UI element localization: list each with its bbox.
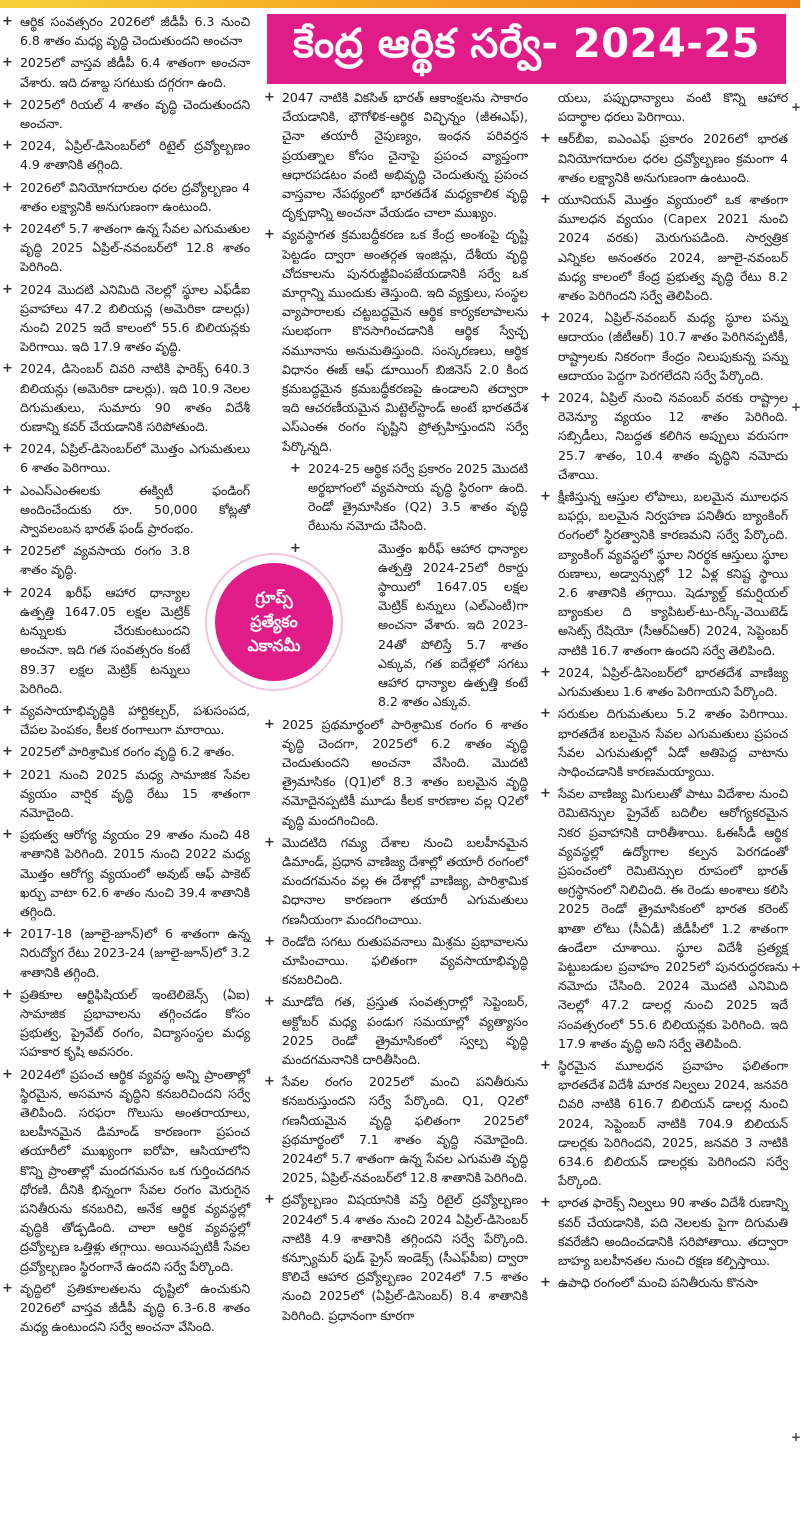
bullet-plus-icon: + xyxy=(264,933,275,949)
bullet-plus-icon: + xyxy=(2,584,13,600)
list-item-text: క్షీణిస్తున్న ఆస్తుల లోపాలు, బలమైన మూలధన బఫర్లు, బలమైన నిర్వహణ పనితీరు బ్యాంకింగ్ రంగంలో స్థిరత్వానికి కారణమని సర్వే పేర్కొంది. బ్యాంకింగ్ వ్యవస్థలో స్థూల నిరర్థక ఆస్తులు స్థూల రుణాలు, అడ్వాన్సుల్లో 12 ఏళ్ల కనిష్ట స్థాయి 2.6 శాతానికి తగ్గాయి. షెడ్యూల్డ్ కమర్షియల్ బ్యాంకుల ది క్యాపిటల్-టు-రిస్క్-వెయిటెడ్ అసెట్స్ రేషియో (సీఆర్ఏఆర్) 2024, సెప్టెంబర్ నాటికి 16.7 శాతంగా ఉందని సర్వే తెలిపింది. xyxy=(558,489,788,658)
bullet-plus-icon: + xyxy=(2,543,13,559)
list-item xyxy=(0,53,250,91)
bullet-plus-icon: + xyxy=(540,1195,551,1211)
list-item xyxy=(0,701,250,739)
list-item xyxy=(538,129,788,187)
list-item xyxy=(0,765,250,823)
bullet-plus-icon: + xyxy=(540,706,551,722)
bullet-plus-icon: + xyxy=(2,55,13,71)
bullet-plus-icon: + xyxy=(264,90,275,105)
list-item-text: యలు, పప్పుధాన్యాలు వంటి కొన్ని ఆహార పదార్థాల ధరలు పెరిగాయి. xyxy=(558,90,788,125)
list-item xyxy=(0,1065,250,1276)
bullet-plus-icon: + xyxy=(2,96,13,112)
list-item-text: సరుకుల దిగుమతులు 5.2 శాతం పెరిగాయి. భారతదేశ బలమైన సేవల ఎగుమతులు ప్రపంచ సేవల ఎగుమతుల్లో ఏడో అతిపెద్ద వాటాను సాధించడానికి కారణమయ్యాయి. xyxy=(558,706,788,779)
bullet-plus-icon: + xyxy=(2,1280,13,1296)
list-item-text: 2025లో వాస్తవ జీడీపీ 6.4 శాతంగా అంచనా వేశారు. ఇది దశాబ్ద సగటుకు దగ్గరగా ఉంది. xyxy=(20,55,250,90)
list-item-text: 2024-25 ఆర్థిక సర్వే ప్రకారం 2025 మొదటి అర్థభాగంలో వ్యవసాయ వృద్ధి స్థిరంగా ఉంది. రెండో త్రైమాసికం (Q2) 3.5 శాతం వృద్ధి రేటును నమోదు చేసింది. xyxy=(308,460,528,534)
bullet-plus-icon: + xyxy=(540,1275,551,1291)
list-item xyxy=(0,1279,250,1337)
column-left xyxy=(0,12,250,1339)
bullet-plus-icon: + xyxy=(2,926,13,942)
bullet-plus-icon: + xyxy=(540,489,551,505)
list-item-text: 2017-18 (జూలై-జూన్)లో 6 శాతంగా ఉన్న నిరుద్యోగ రేటు 2023-24 (జూలై-జూన్)లో 3.2 శాతానికి తగ్గింది. xyxy=(20,926,250,980)
bullet-plus-icon: + xyxy=(540,192,551,208)
list-item xyxy=(0,95,250,133)
list-item-text: యూనియన్ మొత్తం వ్యయంలో ఒక శాతంగా మూలధన వ్యయం (Capex 2021 నుంచి 2024 వరకు) మెరుగుపడింది. సార్వత్రిక ఎన్నికల అనంతరం 2024, జూలై-నవంబర్ మధ్య కాలంలో కేంద్ర ప్రభుత్వ వృద్ధి రేటు 8.2 శాతం పెరిగిందని సర్వే తెలిపింది. xyxy=(558,192,788,304)
list-item-text: 2025లో పారిశ్రామిక రంగం వృద్ధి 6.2 శాతం. xyxy=(20,744,235,760)
list-item xyxy=(538,308,788,385)
bullet-plus-icon: + xyxy=(540,310,551,326)
list-item xyxy=(538,388,788,484)
bullet-plus-icon: + xyxy=(264,716,275,732)
bullet-plus-icon: + xyxy=(2,281,13,297)
bullet-plus-icon: + xyxy=(2,766,13,782)
list-item xyxy=(0,280,250,357)
list-item-text: సేవల రంగం 2025లో మంచి పనితీరును కనబరుస్తుందని సర్వే పేర్కొంది. Q1, Q2లో గణనీయమైన వృద్ధి ఫలితంగా 2025లో ప్రథమార్థంలో 7.1 శాతం వృద్ధి నమోదైంది. 2024లో 5.7 శాతంగా ఉన్న సేవల ఎగుమతి వృద్ధి 2025, ఏప్రిల్-నవంబర్‌లో 12.8 శాతానికి పెరిగింది. xyxy=(282,1074,528,1186)
bullet-plus-icon: + xyxy=(264,1074,275,1090)
list-item-text: 2025లో వ్యవసాయ రంగం 3.8 శాతం వృద్ధి. xyxy=(20,543,190,578)
list-item-text: 2025లో రియల్ 4 శాతం వృద్ధి చెందుతుందని అంచనా. xyxy=(20,96,250,132)
edge-plus-icon: + xyxy=(791,400,801,414)
bullet-plus-icon: + xyxy=(2,179,13,195)
bullet-plus-icon: + xyxy=(540,664,551,680)
list-item xyxy=(262,833,528,929)
bullet-plus-icon: + xyxy=(2,827,13,843)
bullet-plus-icon: + xyxy=(2,986,13,1002)
list-item-text: 2024 మొదటి ఎనిమిది నెలల్లో స్థూల ఎఫ్‌డీఐ ప్రవాహాలు 47.2 బిలియన్ల (అమెరికా డాలర్లు) నుంచి 2025 ఇదే కాలంలో 55.6 బిలియన్లకు పెరిగాయి. ఇది 17.9 శాతం వృద్ధి. xyxy=(20,281,250,355)
list-item-text: 2024 ఖరీఫ్ ఆహార ధాన్యాల ఉత్పత్తి 1647.05 లక్షల మెట్రిక్ టన్నులకు చేరుకుంటుందని అంచనా. ఇది గత సంవత్సరం కంటే 89.37 లక్షల మెట్రిక్ టన్నులు పెరిగింది. xyxy=(20,584,190,696)
list-item xyxy=(538,1193,788,1270)
column-middle xyxy=(262,88,528,1328)
list-item xyxy=(538,704,788,781)
column-right xyxy=(538,88,788,1295)
list-item-text: భారత ఫారెక్స్ నిల్వలు 90 శాతం విదేశీ రుణాన్ని కవర్ చేయడానికి, పది నెలలకు పైగా దిగుమతి కవరేజీని అందించడానికి సరిపోతాయి. తద్వారా బాహ్య బలహీనతల నుంచి రక్షణ కల్పిస్తాయి. xyxy=(558,1195,788,1268)
list-item-text: 2024, డిసెంబర్ చివరి నాటికి ఫారెక్స్ 640.3 బిలియన్లు (అమెరికా డాలర్లు). ఇది 10.9 నెలల దిగుమతులు, సుమారు 90 శాతం విదేశీ రుణాన్ని కవర్ చేయడానికి సరిపోతుంది. xyxy=(20,361,250,435)
list-item-text: ప్రతికూల ఆర్టిఫిషియల్ ఇంటెలిజెన్స్ (ఏఐ) సామాజిక ప్రభావాలను తగ్గించడం కోసం ప్రభుత్వ, ప్రైవేట్ రంగం, విద్యాసంస్థల మధ్య సహకార కృషి అవసరం. xyxy=(20,986,250,1060)
list-item-text: వ్యవసాయాభివృద్ధికి హార్టికల్చర్, పశుసంపద, చేపల పెంపకం, కీలక రంగాలుగా మారాయి. xyxy=(20,702,250,738)
list-item-text: 2026లో వినియోగదారుల ధరల ద్రవ్యోల్బణం 4 శాతం లక్ష్యానికి అనుగుణంగా ఉంటుంది. xyxy=(20,179,250,214)
list-item xyxy=(538,190,788,305)
bullet-plus-icon: + xyxy=(2,1066,13,1082)
list-item-text: 2024లో ప్రపంచ ఆర్థిక వ్యవస్థ అన్ని ప్రాంతాల్లో స్థిరమైన, అసమాన వృద్ధిని కనబరిచిందని సర్వే తెలిపింది. సరఫరా గొలుసు అంతరాయాలు, బలహీనమైన డిమాండ్ కారణంగా ప్రపంచ తయారీలో ముఖ్యంగా ఐరోపా, ఆసియాలోని కొన్ని ప్రాంతాల్లో మందగమనం ఒక గుర్తించదగిన ధోరణి. దీనికి భిన్నంగా సేవల రంగం మెరుగైన పనితీరును కనబరిచి, అనేక ఆర్థిక వ్యవస్థల్లో వృద్ధికి తోడ్పడింది. చాలా ఆర్థిక వ్యవస్థల్లో ద్రవ్యోల్బణ ఒత్తిళ్లు తగ్గాయి. అయినప్పటికీ సేవల ద్రవ్యోల్బణం స్థిరంగానే ఉందని సర్వే పేర్కొంది. xyxy=(20,1066,250,1274)
bullet-plus-icon: + xyxy=(264,834,275,850)
bullet-plus-icon: + xyxy=(540,786,551,802)
list-item xyxy=(262,1190,528,1324)
list-item xyxy=(538,784,788,1053)
bullet-plus-icon: + xyxy=(2,221,13,237)
list-item xyxy=(262,932,528,990)
list-item xyxy=(0,178,250,216)
bullet-plus-icon: + xyxy=(2,441,13,457)
list-item-text: 2024, ఏప్రిల్-డిసెంబర్‌లో మొత్తం ఎగుమతులు 6 శాతం పెరిగాయి. xyxy=(20,441,250,476)
list-item xyxy=(262,459,528,536)
right-edge-markers xyxy=(790,0,800,1535)
list-item xyxy=(538,88,788,126)
section-badge-circle xyxy=(215,563,333,681)
bullet-plus-icon: + xyxy=(2,744,13,760)
list-item-text: 2024, ఏప్రిల్-డిసెంబర్‌లో భారతదేశ వాణిజ్య ఎగుమతులు 1.6 శాతం పెరిగాయని పేర్కొంది. xyxy=(558,664,788,700)
list-item-text: ప్రభుత్వ ఆరోగ్య వ్యయం 29 శాతం నుంచి 48 శాతానికి పెరిగింది. 2015 నుంచి 2022 మధ్య మొత్తం ఆరోగ్య వ్యయంలో అవుట్ ఆఫ్ పాకెట్ ఖర్చు వాటా 62.6 శాతం నుంచి 39.4 శాతానికి తగ్గింది. xyxy=(20,827,250,919)
list-item xyxy=(0,136,250,174)
section-badge xyxy=(205,553,343,691)
list-item xyxy=(538,1056,788,1190)
bullet-plus-icon: + xyxy=(540,1057,551,1073)
headline-banner xyxy=(267,14,786,84)
bullet-plus-icon: + xyxy=(264,1192,275,1208)
list-item xyxy=(262,715,528,830)
list-item xyxy=(262,88,528,222)
edge-plus-icon: + xyxy=(791,100,801,114)
badge-line-1: గ్రూప్స్ xyxy=(255,588,293,607)
bullet-plus-icon: + xyxy=(290,540,301,556)
list-item xyxy=(0,481,250,539)
list-item-text: మూడోది గత, ప్రస్తుత సంవత్సరాల్లో సెప్టెంబర్, అక్టోబర్ మధ్య పండుగ సమయాల్లో వ్యత్యాసం 2025 రెండో త్రైమాసికంలో స్వల్ప వృద్ధి మందగమనానికి దారితీసింది. xyxy=(282,994,528,1067)
list-item-text: 2021 నుంచి 2025 మధ్య సామాజిక సేవల వ్యయం వార్షిక వృద్ధి రేటు 15 శాతంగా నమోదైంది. xyxy=(20,766,250,820)
list-item xyxy=(262,1072,528,1187)
list-item-text: 2024, ఏప్రిల్-నవంబర్ మధ్య స్థూల పన్ను ఆదాయం (జీటీఆర్) 10.7 శాతం పెరిగినప్పటికీ, రాష్ట్రాలకు నికరంగా కేంద్రం నిలుపుకున్న పన్ను ఆదాయం పెద్దగా పెరగలేదని సర్వే పేర్కొంది. xyxy=(558,310,788,383)
bullet-plus-icon: + xyxy=(2,361,13,377)
list-item xyxy=(0,985,250,1062)
list-item-text: ఎంఎస్ఎంఈలకు ఈక్విటీ ఫండింగ్ అందించేందుకు రూ. 50,000 కోట్లతో స్వావలంబన భారత్ ఫండ్ ప్రారంభం. xyxy=(20,482,250,537)
list-item xyxy=(0,825,250,921)
bullet-plus-icon: + xyxy=(264,227,275,243)
list-item xyxy=(0,359,250,436)
list-item-text: ఉపాధి రంగంలో మంచి పనితీరును కొనసా xyxy=(558,1275,758,1291)
list-item-text: 2025 ప్రథమార్థంలో పారిశ్రామిక రంగం 6 శాతం వృద్ధి చెందగా, 2025లో 6.2 శాతం వృద్ధి చెందుతుందని అంచనా వేసింది. మొదటి త్రైమాసికం (Q1)లో 8.3 శాతం బలమైన వృద్ధి నమోదైనప్పటికీ మూడు కీలక కారణాల వల్ల Q2లో వృద్ధి మందగించింది. xyxy=(282,716,528,828)
bullet-plus-icon: + xyxy=(2,702,13,718)
list-item-text: స్థిరమైన మూలధన ప్రవాహం ఫలితంగా భారతదేశ విదేశీ మారక నిల్వలు 2024, జనవరి చివరి నాటికి 616.7 బిలియన్ డాలర్ల నుంచి 2024, సెప్టెంబర్ నాటికి 704.9 బిలియన్ డాలర్లకు పెరిగిందని, 2025, జనవరి 3 నాటికి 634.6 బిలియన్ డాలర్లకు పెరిగిందని సర్వే పేర్కొంది. xyxy=(558,1057,788,1189)
bullet-plus-icon: + xyxy=(2,482,13,498)
list-item xyxy=(538,1273,788,1292)
bullet-plus-icon: + xyxy=(2,138,13,154)
edge-plus-icon: + xyxy=(791,960,801,974)
top-color-strip xyxy=(0,0,800,8)
list-item-text: ఆర్‌బీఐ, ఐఎంఎఫ్ ప్రకారం 2026లో భారత వినియోగదారుల ధరల ద్రవ్యోల్బణం క్రమంగా 4 శాతం లక్ష్యానికి అనుగుణంగా ఉంటుంది. xyxy=(558,131,788,185)
list-item-text: వృద్ధిలో ప్రతికూలతలను దృష్టిలో ఉంచుకుని 2026లో వాస్తవ జీడీపీ వృద్ధి 6.3-6.8 శాతం మధ్య ఉంటుందని సర్వే అంచనా వేసింది. xyxy=(20,1280,250,1335)
list-item xyxy=(0,742,250,761)
bullet-plus-icon: + xyxy=(2,14,13,29)
list-item-text: ఆర్థిక సంవత్సరం 2026లో జీడీపీ 6.3 నుంచి 6.8 శాతం మధ్య వృద్ధి చెందుతుందని అంచనా xyxy=(20,14,250,49)
list-item xyxy=(538,663,788,701)
bullet-plus-icon: + xyxy=(540,131,551,147)
list-item-text: వ్యవస్థాగత క్రమబద్ధీకరణ ఒక కేంద్ర అంశంపై దృష్టి పెట్టడం ద్వారా అంతర్గత ఇంజిన్లు, దేశీయ వృద్ధి చోదకాలను పునరుజ్జీవింపజేయడానికి సర్వే ఒక మార్గాన్ని ముందుకు తెస్తుంది. ఇది వ్యక్తులు, సంస్థల వ్యాపారాలకు చట్టబద్ధమైన ఆర్థిక కార్యకలాపాలను సులభంగా కొనసాగించడానికి ఆర్థిక స్వేచ్ఛ నమూనాను అనుమతిస్తుంది. సంస్కరణలు, ఆర్థిక విధానం ఈజ్ ఆఫ్ డూయింగ్ బిజినెస్ 2.0 కింద క్రమబద్ధమైన క్రమబద్ధీకరణపై ఉండాలని తద్వారా ఇది ఆచరణీయమైన మిట్టెల్‌స్టాండ్ అంటే భారతదేశ ఎస్ఎంఈ రంగం సృష్టిని ప్రోత్సహిస్తుందని సర్వే పేర్కొన్నది. xyxy=(282,227,528,454)
list-item xyxy=(0,219,250,277)
list-item-text: మొదటిది గమ్య దేశాల నుంచి బలహీనమైన డిమాండ్, ప్రధాన వాణిజ్య దేశాల్లో తయారీ రంగంలో మందగమనం వల్ల ఈ దేశాల్లో వాణిజ్య, పారిశ్రామిక విధానాల కారణంగా తయారీ ఎగుమతులు గణనీయంగా మందగించాయి. xyxy=(282,834,528,927)
list-item xyxy=(0,439,250,477)
headline-title: కేంద్ర ఆర్థిక సర్వే- 2024-25 xyxy=(292,21,760,67)
list-item-text: సేవల వాణిజ్య మిగులుతో పాటు విదేశాల నుంచి రెమిటెన్సుల ప్రైవేట్ బదిలీల ఆరోగ్యకరమైన నికర ప్రవాహానికి దారితీశాయి. ఓఈసీడీ ఆర్థిక వ్యవస్థల్లో ఉద్యోగాల కల్పన పెరగడంతో ప్రపంచంలో రెమిటెన్సుల రూపంలో భారత్ అగ్రస్థానంలో నిలిచింది. ఈ రెండు అంశాలు కలిసి 2025 రెండో త్రైమాసికంలో భారత కరెంట్ ఖాతా లోటు (సీఏడీ) జీడీపీలో 1.2 శాతంగా ఉండేలా చూశాయి. స్థూల విదేశీ ప్రత్యక్ష పెట్టుబడుల ప్రవాహం 2025లో పునరుద్ధరణను నమోదు చేసింది. 2024 మొదటి ఎనిమిది నెలల్లో 47.2 డాలర్ల నుంచి 2025 ఇదే సంవత్సరంలో 55.6 బిలియన్లకు పెరిగింది. ఇది 17.9 శాతం వృద్ధి అని సర్వే తెలిపింది. xyxy=(558,786,788,1051)
list-item xyxy=(262,992,528,1069)
list-item xyxy=(0,12,250,50)
list-item-text: మొత్తం ఖరీఫ్ ఆహార ధాన్యాల ఉత్పత్తి 2024-25లో రికార్డు స్థాయిలో 1647.05 లక్షల మెట్రిక్ టన్నులు (ఎల్‌ఎంటీ)గా అంచనా వేశారు. ఇది 2023-24తో పోలిస్తే 5.7 శాతం ఎక్కువ, గత ఐదేళ్లలో సగటు ఆహార ధాన్యాల ఉత్పత్తి కంటే 8.2 శాతం ఎక్కువ. xyxy=(378,540,528,710)
bullet-plus-icon: + xyxy=(290,460,301,476)
list-item-text: 2024లో 5.7 శాతంగా ఉన్న సేవల ఎగుమతుల వృద్ధి 2025 ఏప్రిల్-నవంబర్‌లో 12.8 శాతం పెరిగింది. xyxy=(20,221,250,275)
list-item xyxy=(0,541,250,579)
list-item xyxy=(262,225,528,455)
list-item xyxy=(0,924,250,982)
list-item-text: రెండోది సగటు రుతుపవనాలు మిశ్రమ ప్రభావాలను చూపించాయి. ఫలితంగా వ్యవసాయాభివృద్ధి కనబరిచింది. xyxy=(282,933,528,988)
badge-line-3: ఎకానమీ xyxy=(247,636,301,655)
list-item-text: ద్రవ్యోల్బణం విషయానికి వస్తే రిటైల్ ద్రవ్యోల్బణం 2024లో 5.4 శాతం నుంచి 2024 ఏప్రిల్-డిసెంబర్ నాటికి 4.9 శాతానికి తగ్గిందని సర్వే పేర్కొంది. కన్స్యూమర్ ఫుడ్ ప్రైస్ ఇండెక్స్ (సీఎఫ్‌పీఐ) ద్వారా కొలిచే ఆహార ద్రవ్యోల్బణం 2024లో 7.5 శాతం నుంచి 2025లో (ఏప్రిల్-డిసెంబర్) 8.4 శాతానికి పెరిగింది. ప్రధానంగా కూరగా xyxy=(282,1192,528,1323)
bullet-plus-icon: + xyxy=(264,994,275,1010)
bullet-plus-icon: + xyxy=(540,390,551,406)
list-item-text: 2047 నాటికి వికసిత్ భారత్ ఆకాంక్షలను సాకారం చేయడానికి, భౌగోళిక-ఆర్థిక విచ్ఛిన్నం (జీఈఎఫ్), చైనా తయారీ నైపుణ్యం, ఇంధన పరివర్తన ప్రయత్నాల కోసం చైనాపై ప్రపంచ వ్యాప్తంగా ఆధారపడటం వంటి అభివృద్ధి చెందుతున్న ప్రపంచ వాస్తవాల నేపథ్యంలో భారతదేశ మధ్యకాలిక వృద్ధి దృక్పథాన్ని అంచనా వేయడం చాలా ముఖ్యం. xyxy=(282,90,528,221)
list-item-text: 2024, ఏప్రిల్ నుంచి నవంబర్ వరకు రాష్ట్రాల రెవెన్యూ వ్యయం 12 శాతం పెరిగింది. సబ్సిడీలు, నిబద్ధత కలిగిన అప్పులు వరుసగా 25.7 శాతం, 10.4 శాతం వృద్ధిని నమోదు చేశాయి. xyxy=(558,390,788,482)
list-item-text: 2024, ఏప్రిల్-డిసెంబర్‌లో రిటైల్ ద్రవ్యోల్బణం 4.9 శాతానికి తగ్గింది. xyxy=(20,138,250,173)
badge-line-2: ప్రత్యేకం xyxy=(250,612,298,631)
edge-plus-icon: + xyxy=(791,1430,801,1444)
list-item xyxy=(538,487,788,660)
